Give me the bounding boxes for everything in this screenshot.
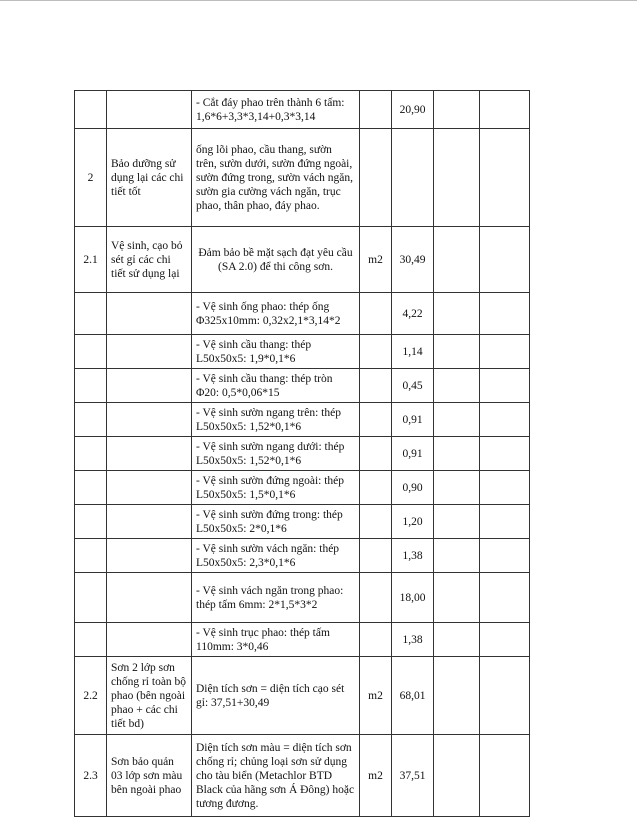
cell-item-number: 2 bbox=[75, 129, 107, 227]
cell-item-number bbox=[75, 403, 107, 437]
cell-description: - Vệ sinh cầu thang: thép tròn Φ20: 0,5*0,06*15 bbox=[192, 369, 360, 403]
table-row bbox=[75, 505, 530, 539]
table-row bbox=[75, 437, 530, 471]
cell-description: - Vệ sinh sườn vách ngăn: thép L50x50x5: 2,3*0,1*6 bbox=[192, 539, 360, 573]
cell-unit-price bbox=[434, 539, 480, 573]
cell-unit-price bbox=[434, 403, 480, 437]
table-row bbox=[75, 657, 530, 735]
cell-description: Diện tích sơn màu = diện tích sơn chống rỉ; chủng loại sơn sử dụng cho tàu biển (Metachlor BTD Black của hãng sơn Á Đông) hoặc tương đương. bbox=[192, 735, 360, 817]
cell-quantity: 20,90 bbox=[392, 91, 434, 129]
cell-item-name bbox=[107, 293, 192, 335]
cell-item-name: Sơn 2 lớp sơn chống rỉ toàn bộ phao (bên ngoài phao + các chi tiết bd) bbox=[107, 657, 192, 735]
cell-item-number: 2.3 bbox=[75, 735, 107, 817]
cell-item-number bbox=[75, 539, 107, 573]
cell-quantity: 30,49 bbox=[392, 227, 434, 293]
cell-amount bbox=[480, 293, 530, 335]
table-row bbox=[75, 91, 530, 129]
table-row bbox=[75, 735, 530, 817]
cell-quantity: 0,90 bbox=[392, 471, 434, 505]
estimate-table-body bbox=[75, 91, 530, 817]
cell-description: - Vệ sinh sườn ngang trên: thép L50x50x5: 1,52*0,1*6 bbox=[192, 403, 360, 437]
cell-description: Diện tích sơn = diện tích cạo sét gỉ: 37,51+30,49 bbox=[192, 657, 360, 735]
cell-unit-price bbox=[434, 227, 480, 293]
cell-amount bbox=[480, 471, 530, 505]
cell-item-name: Vệ sinh, cạo bỏ sét gỉ các chi tiết sử dụng lại bbox=[107, 227, 192, 293]
cell-quantity: 68,01 bbox=[392, 657, 434, 735]
cell-item-number bbox=[75, 573, 107, 623]
cell-unit-price bbox=[434, 369, 480, 403]
cell-amount bbox=[480, 657, 530, 735]
cell-unit-price bbox=[434, 471, 480, 505]
cell-unit bbox=[360, 369, 392, 403]
cell-item-number bbox=[75, 369, 107, 403]
cell-item-name bbox=[107, 623, 192, 657]
cell-item-name bbox=[107, 437, 192, 471]
cell-item-name bbox=[107, 573, 192, 623]
cell-item-number: 2.1 bbox=[75, 227, 107, 293]
cell-quantity: 37,51 bbox=[392, 735, 434, 817]
cell-unit-price bbox=[434, 437, 480, 471]
cell-unit-price bbox=[434, 335, 480, 369]
cell-item-number bbox=[75, 623, 107, 657]
table-row bbox=[75, 623, 530, 657]
cell-quantity: 1,38 bbox=[392, 539, 434, 573]
cell-description: - Vệ sinh sườn đứng trong: thép L50x50x5: 2*0,1*6 bbox=[192, 505, 360, 539]
cell-item-number bbox=[75, 91, 107, 129]
cell-item-name bbox=[107, 471, 192, 505]
cell-quantity: 0,91 bbox=[392, 403, 434, 437]
cell-unit-price bbox=[434, 735, 480, 817]
cell-description: - Vệ sinh cầu thang: thép L50x50x5: 1,9*0,1*6 bbox=[192, 335, 360, 369]
cell-amount bbox=[480, 505, 530, 539]
cell-amount bbox=[480, 623, 530, 657]
cell-unit: m2 bbox=[360, 735, 392, 817]
cell-amount bbox=[480, 335, 530, 369]
cell-quantity: 1,38 bbox=[392, 623, 434, 657]
cell-amount bbox=[480, 437, 530, 471]
cell-description: - Vệ sinh sườn ngang dưới: thép L50x50x5: 1,52*0,1*6 bbox=[192, 437, 360, 471]
cell-quantity bbox=[392, 129, 434, 227]
cell-unit bbox=[360, 505, 392, 539]
cell-unit bbox=[360, 471, 392, 505]
cell-description: - Vệ sinh vách ngăn trong phao: thép tấm 6mm: 2*1,5*3*2 bbox=[192, 573, 360, 623]
cell-item-name: Bảo dưỡng sử dụng lại các chi tiết tốt bbox=[107, 129, 192, 227]
cell-amount bbox=[480, 91, 530, 129]
cell-amount bbox=[480, 573, 530, 623]
cell-amount bbox=[480, 539, 530, 573]
cell-unit bbox=[360, 539, 392, 573]
table-row bbox=[75, 227, 530, 293]
estimate-table bbox=[74, 90, 530, 817]
table-row bbox=[75, 293, 530, 335]
cell-item-name bbox=[107, 403, 192, 437]
cell-unit-price bbox=[434, 293, 480, 335]
cell-quantity: 18,00 bbox=[392, 573, 434, 623]
cell-unit-price bbox=[434, 573, 480, 623]
cell-item-number bbox=[75, 437, 107, 471]
cell-amount bbox=[480, 735, 530, 817]
cell-unit bbox=[360, 403, 392, 437]
cell-amount bbox=[480, 129, 530, 227]
table-row bbox=[75, 573, 530, 623]
cell-item-name bbox=[107, 369, 192, 403]
cell-description: Đảm bảo bề mặt sạch đạt yêu cầu (SA 2.0) để thi công sơn. bbox=[192, 227, 360, 293]
cell-item-number bbox=[75, 505, 107, 539]
cell-quantity: 4,22 bbox=[392, 293, 434, 335]
cell-amount bbox=[480, 369, 530, 403]
table-row bbox=[75, 129, 530, 227]
table-row bbox=[75, 403, 530, 437]
table-row bbox=[75, 471, 530, 505]
cell-unit bbox=[360, 91, 392, 129]
cell-unit: m2 bbox=[360, 657, 392, 735]
cell-item-number bbox=[75, 293, 107, 335]
cell-unit bbox=[360, 335, 392, 369]
cell-unit-price bbox=[434, 623, 480, 657]
cell-unit bbox=[360, 623, 392, 657]
table-row bbox=[75, 539, 530, 573]
cell-unit-price bbox=[434, 505, 480, 539]
cell-amount bbox=[480, 227, 530, 293]
cell-description: - Vệ sinh trục phao: thép tấm 110mm: 3*0,46 bbox=[192, 623, 360, 657]
cell-description: ống lõi phao, cầu thang, sườn trên, sườn dưới, sườn đứng ngoài, sườn đứng trong, sườn vách ngăn, sườn gia cường vách ngăn, trục phao, thân phao, đáy phao. bbox=[192, 129, 360, 227]
cell-unit-price bbox=[434, 657, 480, 735]
cell-unit bbox=[360, 437, 392, 471]
cell-item-number: 2.2 bbox=[75, 657, 107, 735]
cell-item-number bbox=[75, 471, 107, 505]
cell-unit-price bbox=[434, 91, 480, 129]
cell-unit: m2 bbox=[360, 227, 392, 293]
table-row bbox=[75, 369, 530, 403]
table-row bbox=[75, 335, 530, 369]
cell-quantity: 0,45 bbox=[392, 369, 434, 403]
page-top-rule bbox=[0, 0, 637, 1]
cell-item-name bbox=[107, 335, 192, 369]
cell-quantity: 0,91 bbox=[392, 437, 434, 471]
cell-amount bbox=[480, 403, 530, 437]
cell-item-name bbox=[107, 539, 192, 573]
cell-item-name: Sơn bảo quản 03 lớp sơn màu bên ngoài phao bbox=[107, 735, 192, 817]
cell-description: - Cắt đáy phao trên thành 6 tấm: 1,6*6+3,3*3,14+0,3*3,14 bbox=[192, 91, 360, 129]
cell-item-name bbox=[107, 505, 192, 539]
cell-description: - Vệ sinh sườn đứng ngoài: thép L50x50x5: 1,5*0,1*6 bbox=[192, 471, 360, 505]
cell-item-name bbox=[107, 91, 192, 129]
cell-unit bbox=[360, 129, 392, 227]
cell-description: - Vệ sinh ống phao: thép ống Φ325x10mm: 0,32x2,1*3,14*2 bbox=[192, 293, 360, 335]
cell-unit bbox=[360, 573, 392, 623]
cell-item-number bbox=[75, 335, 107, 369]
cell-unit bbox=[360, 293, 392, 335]
cell-unit-price bbox=[434, 129, 480, 227]
cell-quantity: 1,14 bbox=[392, 335, 434, 369]
cell-quantity: 1,20 bbox=[392, 505, 434, 539]
